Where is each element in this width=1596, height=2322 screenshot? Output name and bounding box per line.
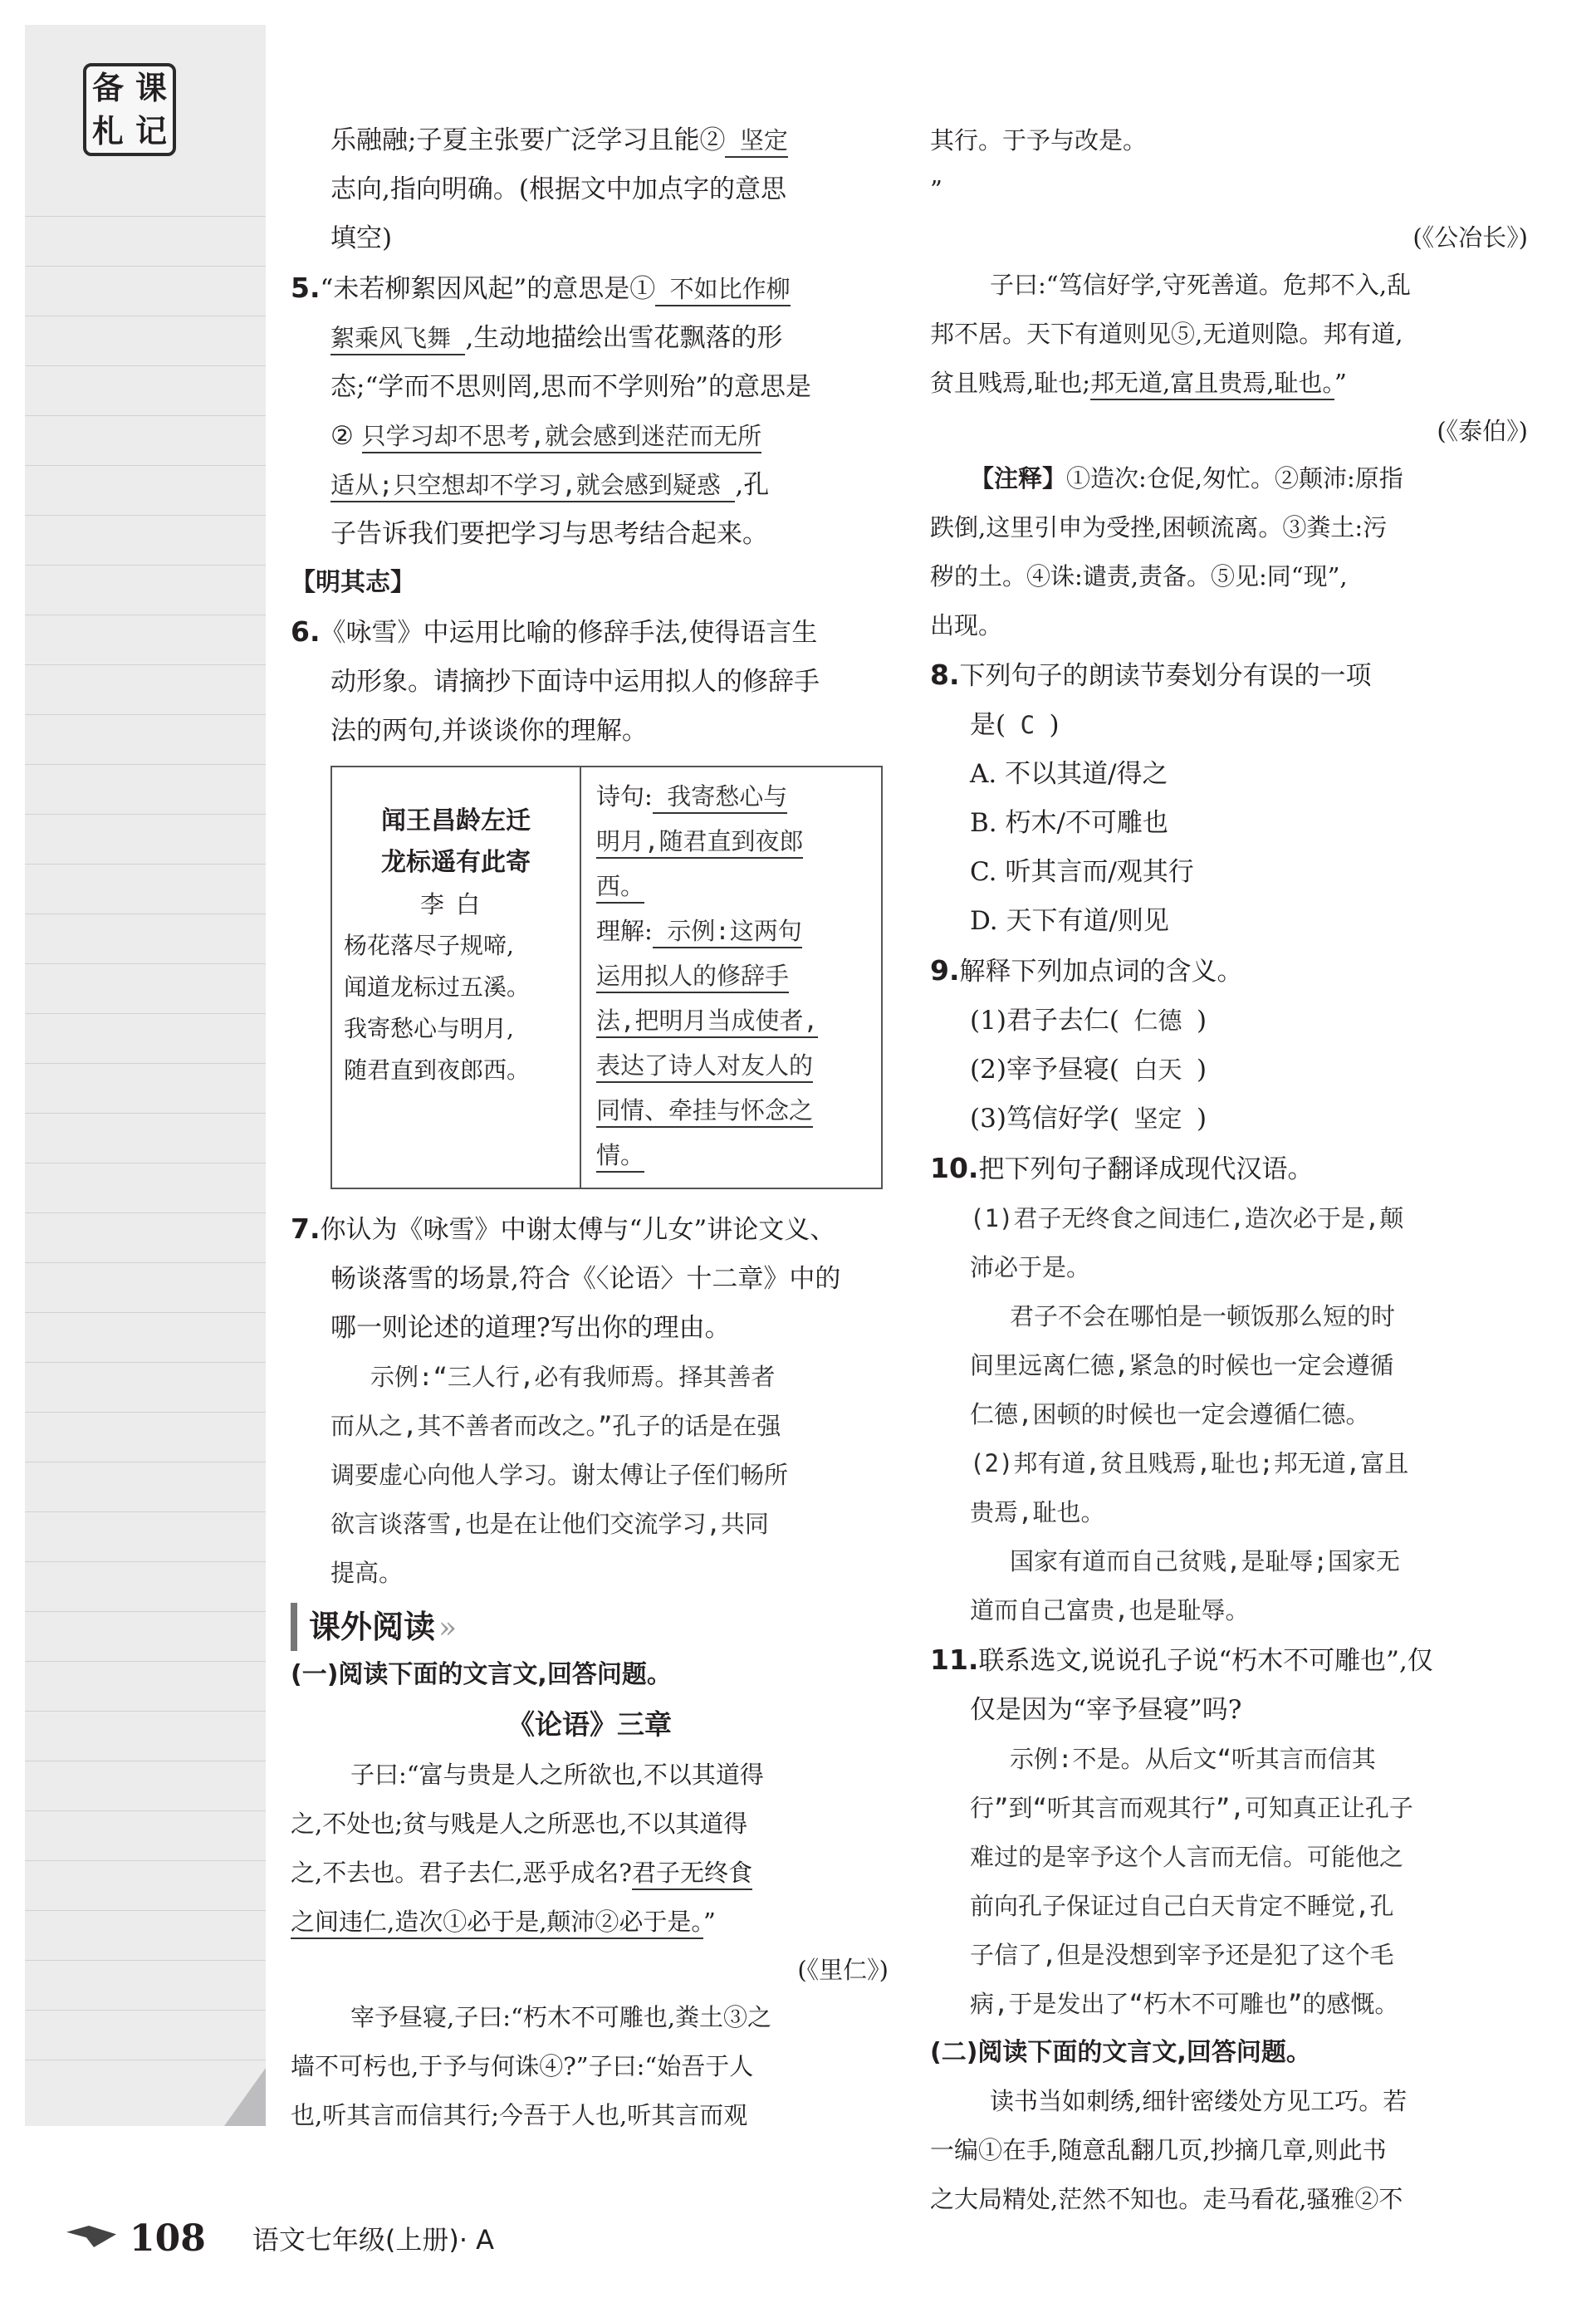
question-number: 9.	[930, 954, 960, 987]
label: 诗句:	[596, 782, 653, 811]
q10-answer: 君子不会在哪怕是一顿饭那么短的时	[1010, 1302, 1396, 1330]
q8-line	[930, 650, 1528, 701]
answer-blank: 表达了诗人对友人的	[596, 1051, 813, 1083]
answer-blank: 运用拟人的修辞手	[596, 962, 789, 993]
badge-char: 札	[91, 113, 124, 149]
text: ”	[703, 1908, 716, 1936]
q6-line: 动形象。请摘抄下面诗中运用拟人的修辞手	[330, 667, 820, 697]
underlined-text: 之间违仁,造次①必于是,颠沛②必于是。	[291, 1908, 703, 1939]
question-number: 8.	[930, 659, 960, 691]
text: )	[1196, 1055, 1207, 1085]
notes-line: 出现。	[930, 611, 1003, 639]
source-citation: (《泰伯》)	[1437, 417, 1528, 445]
reading2-heading: (二)阅读下面的文言文,回答问题。	[930, 2038, 1311, 2067]
note-line	[25, 565, 266, 566]
q5-line	[291, 263, 889, 314]
note-line	[25, 1013, 266, 1014]
answer-blank: 絮乘风飞舞	[330, 324, 465, 355]
q5-line: 子告诉我们要把学习与思考结合起来。	[330, 519, 768, 549]
q9-item	[930, 997, 1528, 1046]
q11-line	[930, 1635, 1528, 1686]
note-line	[25, 1362, 266, 1363]
note-line	[25, 864, 266, 865]
source-citation: (《公冶长》)	[1412, 223, 1528, 252]
left-column	[291, 116, 889, 2140]
q10-line	[930, 1144, 1528, 1194]
text: )	[1196, 1006, 1207, 1036]
q9-item	[930, 1046, 1528, 1095]
q7-answer-line: 示例:“三人行,必有我师焉。择其善者	[370, 1363, 776, 1391]
passage-line: 邦不居。天下有道则见⑤,无道则隐。邦有道,	[930, 320, 1403, 348]
notes-line: 秽的土。④诛:谴责,责备。⑤见:同“现”,	[930, 562, 1348, 590]
poem-title: 龙标遥有此寄	[381, 848, 531, 877]
lijie-line	[596, 998, 869, 1043]
answer-blank: 只学习却不思考,就会感到迷茫而无所	[362, 422, 761, 453]
answer-blank: 情。	[596, 1141, 644, 1173]
text: 是(	[970, 710, 1006, 740]
note-line	[25, 1611, 266, 1612]
badge-char: 记	[135, 113, 167, 149]
poem-table	[330, 766, 883, 1189]
shiju-line	[596, 864, 869, 909]
note-line	[25, 1561, 266, 1562]
label: 理解:	[596, 917, 653, 945]
passage-line: 墙不可杇也,于予与何诛④?”子曰:“始吾于人	[291, 2052, 754, 2080]
q10-answer: 间里远离仁德,紧急的时候也一定会遵循	[970, 1351, 1394, 1379]
notes-line	[930, 454, 1528, 503]
q7-answer-line: 调要虚心向他人学习。谢太傅让子侄们畅所	[330, 1461, 789, 1489]
passage-line	[291, 1849, 889, 1898]
section-banner	[291, 1598, 889, 1651]
page-number: 108	[130, 2217, 206, 2260]
note-line	[25, 963, 266, 964]
text: 《咏雪》中运用比喻的修辞手法,使得语言生	[320, 618, 818, 648]
q7-answer-line: 提高。	[330, 1559, 404, 1587]
badge-char: 课	[135, 70, 167, 106]
q11-answer: 子信了,但是没想到宰予还是犯了这个毛	[970, 1941, 1394, 1969]
passage-line: 子曰:“笃信好学,守死善道。危邦不入,乱	[990, 271, 1412, 299]
passage-line	[291, 1898, 889, 1947]
poem-line: 随君直到夜郎西。	[344, 1056, 531, 1084]
note-line	[25, 1212, 266, 1213]
q7-line	[291, 1204, 889, 1255]
answer-blank: 我寄愁心与	[653, 782, 787, 814]
lijie-line	[596, 953, 869, 998]
right-column	[930, 116, 1528, 2224]
answer-blank: 示例:这两句	[653, 917, 802, 948]
text: 解释下列加点词的含义。	[959, 957, 1243, 987]
note-line	[25, 1113, 266, 1114]
note-line	[25, 714, 266, 715]
passage-line: 读书当如刺绣,细针密缕处方见工巧。若	[990, 2087, 1408, 2115]
note-line	[25, 1412, 266, 1413]
note-line	[25, 1063, 266, 1064]
poem-cell	[332, 767, 581, 1188]
text: 乐融融;子夏主张要广泛学习且能②	[330, 125, 726, 155]
option-line: D. 天下有道/则见	[970, 906, 1169, 936]
reading1-heading: (一)阅读下面的文言文,回答问题。	[291, 1660, 672, 1689]
note-line	[25, 814, 266, 815]
q10-sentence: (2)邦有道,贫且贱焉,耻也;邦无道,富且	[970, 1449, 1409, 1477]
q9-line	[930, 946, 1528, 997]
q11-answer: 示例:不是。从后文“听其言而信其	[1010, 1745, 1376, 1773]
q6-line: 法的两句,并谈谈你的理解。	[330, 716, 648, 746]
text: ,生动地描绘出雪花飘落的形	[465, 323, 783, 353]
q5-line	[291, 314, 889, 363]
shiju-line	[596, 819, 869, 864]
q5-line: 态;“学而不思则罔,思而不学则殆”的意思是	[330, 372, 811, 402]
q10-answer: 仁德,困顿的时候也一定会遵循仁德。	[970, 1400, 1370, 1428]
q5-line	[291, 412, 889, 461]
q10-sentence: 贵焉,耻也。	[970, 1498, 1105, 1526]
lijie-line	[596, 1133, 869, 1178]
note-line	[25, 1711, 266, 1712]
note-line	[25, 415, 266, 416]
passage-line: 之,不处也;贫与贱是人之所恶也,不以其道得	[291, 1810, 748, 1838]
option-line: A. 不以其道/得之	[970, 759, 1168, 789]
answer: 白天	[1119, 1056, 1197, 1084]
double-chevron-icon: »	[438, 1611, 458, 1645]
text: 贫且贱焉,耻也;	[930, 369, 1090, 397]
q4-line: 填空)	[330, 223, 393, 253]
notes-badge-logo	[83, 63, 176, 156]
underlined-text: 邦无道,富且贵焉,耻也。	[1090, 369, 1334, 400]
passage-line: 宰予昼寝,子曰:“朽木不可雕也,粪土③之	[350, 2003, 772, 2031]
text: (3)笃信好学(	[970, 1104, 1120, 1134]
note-line	[25, 1810, 266, 1811]
notes-sidebar	[25, 25, 266, 2126]
note-line	[25, 1910, 266, 1911]
text: )	[1196, 1104, 1207, 1134]
passage-line: 其行。于予与改是。	[930, 126, 1148, 154]
page-footer	[66, 2209, 494, 2267]
q10-answer: 国家有道而自己贫贱,是耻辱;国家无	[1010, 1547, 1400, 1575]
answer-blank: 坚定	[725, 126, 787, 158]
answer-choice: C	[1006, 711, 1050, 739]
book-title: 语文七年级(上册)· A	[252, 2224, 495, 2256]
option-line: C. 听其言而/观其行	[970, 857, 1194, 887]
text: ①造次:仓促,匆忙。②颠沛:原指	[1066, 464, 1403, 492]
section-heading-mingqizhi: 【明其志】	[291, 568, 415, 597]
section-banner-title: 课外阅读	[291, 1603, 435, 1651]
q6-line	[291, 607, 889, 658]
poem-line: 杨花落尽子规啼,	[344, 932, 514, 959]
note-line	[25, 266, 266, 267]
text: ②	[330, 421, 362, 451]
q11-line: 仅是因为“宰予昼寝”吗?	[970, 1695, 1242, 1725]
poem-author: 李白	[419, 890, 492, 919]
question-number: 10.	[930, 1152, 979, 1184]
text: 你认为《咏雪》中谢太傅与“儿女”讲论文义、	[320, 1215, 836, 1245]
text: (1)君子去仁(	[970, 1006, 1120, 1036]
text: “未若柳絮因风起”的意思是①	[320, 274, 656, 304]
q10-answer: 道而自己富贵,也是耻辱。	[970, 1596, 1250, 1624]
q11-answer: 行”到“听其言而观其行”,可知真正让孔子	[970, 1794, 1413, 1822]
q7-line: 畅谈落雪的场景,符合《〈论语〉十二章》中的	[330, 1264, 841, 1294]
passage-line	[930, 359, 1528, 408]
note-line	[25, 1262, 266, 1263]
q11-answer: 难过的是宰予这个人言而无信。可能他之	[970, 1843, 1404, 1871]
answer-blank: 明月,随君直到夜郎	[596, 827, 803, 859]
note-line	[25, 365, 266, 366]
q11-answer: 前向孔子保证过自己白天肯定不睡觉,孔	[970, 1892, 1394, 1920]
q7-line: 哪一则论述的道理?写出你的理由。	[330, 1313, 731, 1343]
poem-line: 闻道龙标过五溪。	[344, 973, 531, 1001]
lijie-line	[596, 1043, 869, 1088]
question-number: 5.	[291, 272, 321, 304]
reading1-title: 《论语》三章	[507, 1708, 672, 1741]
poem-title: 闻王昌龄左迁	[381, 806, 531, 835]
lijie-line	[596, 1088, 869, 1133]
note-line	[25, 1860, 266, 1861]
q7-answer-line: 而从之,其不善者而改之。”孔子的话是在强	[330, 1412, 781, 1440]
note-line	[25, 515, 266, 516]
q7-answer-line: 欲言谈落雪,也是在让他们交流学习,共同	[330, 1510, 769, 1538]
question-number: 11.	[930, 1644, 979, 1676]
answer: 坚定	[1119, 1105, 1197, 1133]
q4-line: 志向,指向明确。(根据文中加点字的意思	[330, 174, 786, 204]
q10-sentence: (1)君子无终食之间违仁,造次必于是,颠	[970, 1204, 1404, 1232]
q9-item	[930, 1095, 1528, 1144]
text: 把下列句子翻译成现代汉语。	[978, 1154, 1314, 1184]
shiju-line	[596, 774, 869, 819]
text: )	[1049, 710, 1060, 740]
answer: 仁德	[1119, 1007, 1197, 1035]
passage-line: 之大局精处,茫然不知也。走马看花,骚雅②不	[930, 2185, 1403, 2213]
note-line	[25, 1312, 266, 1313]
q10-sentence: 沛必于是。	[970, 1253, 1091, 1281]
answer-cell	[581, 767, 881, 1188]
bird-logo-icon	[66, 2217, 125, 2259]
passage-line: ”	[930, 175, 942, 203]
answer-blank: 西。	[596, 872, 644, 904]
q8-line	[930, 701, 1528, 750]
note-line	[25, 664, 266, 665]
answer-blank: 同情、牵挂与怀念之	[596, 1096, 813, 1128]
note-line	[25, 216, 266, 217]
note-line	[25, 1661, 266, 1662]
text: ,孔	[735, 470, 770, 500]
q5-line	[291, 461, 889, 510]
source-citation: (《里仁》)	[797, 1956, 889, 1984]
text: 之,不去也。君子去仁,恶乎成名?	[291, 1859, 632, 1887]
q4-line	[291, 116, 889, 165]
answer-blank: 法,把明月当成使者,	[596, 1007, 818, 1038]
notes-label: 【注释】	[970, 464, 1067, 492]
poem-line: 我寄愁心与明月,	[344, 1015, 514, 1042]
notes-line: 跌倒,这里引申为受挫,困顿流离。③粪土:污	[930, 513, 1388, 541]
q11-answer: 病,于是发出了“朽木不可雕也”的感慨。	[970, 1990, 1399, 2018]
passage-line: 也,听其言而信其行;今吾于人也,听其言而观	[291, 2101, 748, 2129]
note-line	[25, 1960, 266, 1961]
passage-line: 一编①在手,随意乱翻几页,抄摘几章,则此书	[930, 2136, 1387, 2164]
note-line	[25, 465, 266, 466]
text: 联系选文,说说孔子说“朽木不可雕也”,仅	[978, 1646, 1433, 1676]
text: ”	[1334, 369, 1347, 397]
note-line	[25, 2010, 266, 2011]
text: 下列句子的朗读节奏划分有误的一项	[959, 661, 1372, 691]
option-line: B. 朽木/不可雕也	[970, 808, 1168, 838]
question-number: 7.	[291, 1212, 321, 1245]
note-line	[25, 1511, 266, 1512]
answer-blank: 适从;只空想却不学习,就会感到疑惑	[330, 471, 735, 502]
passage-line: 子曰:“富与贵是人之所欲也,不以其道得	[350, 1761, 764, 1789]
badge-char: 备	[91, 70, 124, 106]
answer-blank: 不如比作柳	[655, 275, 790, 306]
underlined-text: 君子无终食	[632, 1859, 752, 1890]
lijie-line	[596, 909, 869, 953]
text: (2)宰予昼寝(	[970, 1055, 1120, 1085]
question-number: 6.	[291, 615, 321, 648]
note-line	[25, 764, 266, 765]
